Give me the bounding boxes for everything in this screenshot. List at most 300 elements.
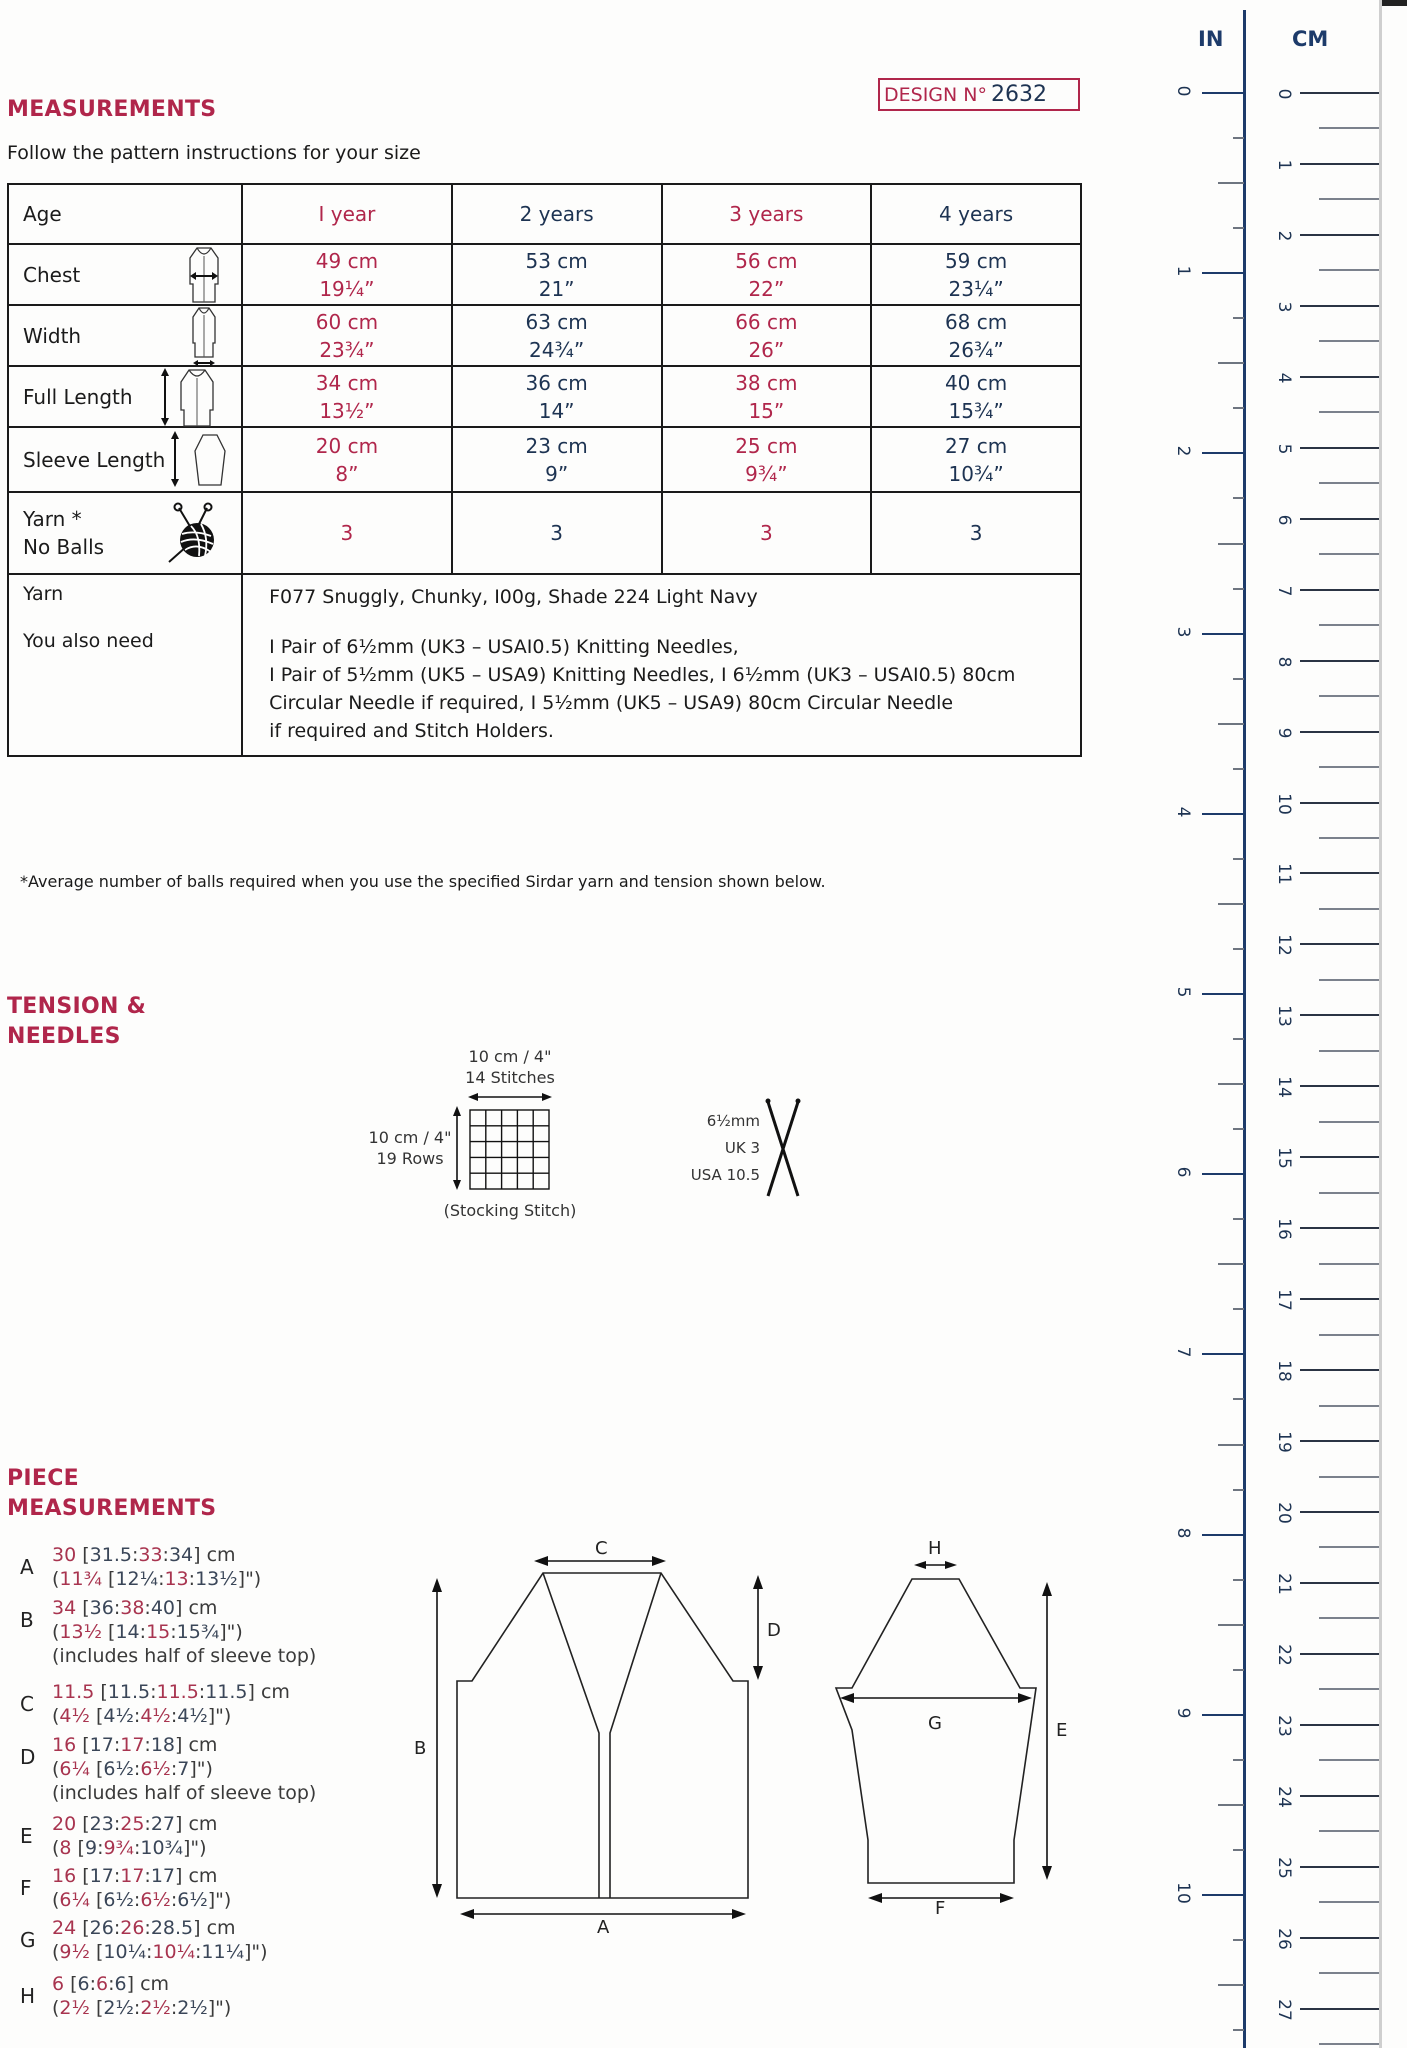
piece-bracket: [ [76,1544,90,1566]
length-cm: 34 cm [315,370,379,395]
inch-tick [1233,948,1244,950]
body-piece-diagram [400,1530,800,1940]
tension-heading-line2: NEEDLES [7,1024,121,1049]
piece-sep: : [170,1997,178,2019]
piece-in-value: 4½ [140,1705,171,1727]
piece-in-value: 14 [115,1621,140,1643]
inch-number: 5 [1173,986,1193,998]
yarn-balls-value: 3 [662,492,872,574]
cm-tick [1319,1192,1379,1194]
sleeve-length-icon [165,429,235,491]
cm-number: 17 [1274,1289,1294,1311]
inch-tick [1233,1489,1244,1491]
cm-number: 20 [1274,1502,1294,1524]
piece-sep: : [133,1758,141,1780]
knitting-needles-icon [764,1096,804,1200]
piece-cm-value: 40 [150,1597,176,1619]
piece-cm-value: 17 [120,1734,145,1756]
cm-tick [1300,376,1379,378]
inch-tick [1202,272,1244,274]
piece-unit: ]") [182,1837,207,1859]
piece-bracket: [ [89,1941,104,1963]
piece-bracket: [ [71,1837,85,1859]
tension-stitches: 14 Stitches [465,1068,555,1087]
piece-bracket: [ [76,1865,90,1887]
cm-number: 16 [1274,1218,1294,1240]
row-label-chest: Chest [23,262,81,287]
length-cm: 38 cm [735,370,798,395]
piece-cm-value: 16 [52,1734,77,1756]
cm-number: 7 [1274,585,1294,597]
piece-cm-value: 17 [89,1865,114,1887]
cm-number: 11 [1274,863,1294,886]
cm-tick [1319,269,1379,271]
piece-cm-value: 6 [52,1973,65,1995]
piece-note: (includes half of sleeve top) [52,1782,317,1804]
cm-tick [1300,1511,1379,1513]
cm-number: 24 [1274,1785,1294,1808]
inch-number: 9 [1173,1707,1193,1719]
size-header: 3 years [662,184,872,244]
inch-tick [1233,1128,1244,1130]
cm-tick [1300,660,1379,662]
piece-unit: ]") [219,1621,243,1643]
piece-in-value: 2½ [59,1997,90,2019]
also-need-line: I Pair of 5½mm (UK5 – USA9) Knitting Needles, I 6½mm (UK3 – USAI0.5) 80cm [269,664,1016,686]
inch-tick [1233,1669,1244,1671]
cm-tick [1300,802,1379,804]
piece-unit: ]") [207,1705,232,1727]
size-header: I year [242,184,452,244]
inch-tick [1233,1308,1244,1310]
inch-tick [1218,1804,1244,1806]
chest-in: 23¼” [948,276,1004,301]
cm-tick [1300,234,1379,236]
cm-number: 26 [1274,1927,1294,1950]
piece-bracket: [ [76,1813,90,1835]
piece-unit: ] cm [175,1813,218,1835]
design-number-badge [878,78,1080,111]
diagram-label-g: G [928,1713,942,1734]
chest-cm: 56 cm [735,248,798,273]
piece-in-line [52,1940,268,1964]
diagram-label-c: C [595,1538,608,1559]
piece-in-value: 2½ [103,1997,134,2019]
piece-sep: : [158,1568,165,1590]
piece-values [52,1543,261,1591]
piece-in-value: 6½ [140,1889,171,1911]
piece-cm-line [52,1864,231,1888]
inch-number: 0 [1173,85,1193,97]
piece-cm-value: 38 [120,1597,145,1619]
needle-size-usa: USA 10.5 [690,1166,760,1184]
tension-width-label [440,1046,580,1088]
cm-tick [1319,837,1379,839]
piece-in-value: 4½ [103,1705,134,1727]
cm-number: 2 [1274,230,1294,242]
piece-in-value: 7 [177,1758,190,1780]
cm-number: 25 [1274,1856,1294,1879]
piece-cm-line [52,1916,268,1940]
piece-in-value: 10¾ [140,1837,183,1859]
inch-tick [1202,1173,1244,1175]
width-cm: 63 cm [525,309,588,334]
inch-tick [1233,678,1244,680]
page-corner-mark [1382,0,1407,6]
cm-tick [1300,1298,1379,1300]
piece-sep: : [139,1621,147,1643]
cm-number: 21 [1274,1573,1294,1595]
length-in: 14” [538,398,575,423]
piece-sep: : [133,1889,141,1911]
piece-in-value: 9½ [59,1941,90,1963]
inch-tick [1202,1353,1244,1355]
cm-number: 5 [1274,443,1294,455]
cm-tick [1319,1617,1379,1619]
piece-cm-value: 24 [52,1917,77,1939]
width-in: 26” [748,337,785,362]
piece-sep: : [162,1544,169,1566]
inch-tick [1218,362,1244,364]
sleeve-piece-diagram [820,1530,1070,1940]
chest-cm: 49 cm [315,248,379,273]
piece-sep: : [145,1941,153,1963]
inch-number: 6 [1173,1166,1193,1178]
yarn-balls-label-1: Yarn * [23,507,82,531]
cm-number: 19 [1274,1431,1294,1453]
size-header: 4 years [871,184,1081,244]
table-row-yarn-details [8,574,1081,756]
also-need-line: Circular Needle if required, I 5½mm (UK5 – USA9) 80cm Circular Needle [269,692,954,714]
piece-cm-value: 11.5 [156,1681,199,1703]
cm-number: 22 [1274,1644,1294,1666]
length-in: 13½” [319,398,375,423]
tension-rows: 19 Rows [376,1149,444,1168]
piece-bracket: [ [64,1973,78,1995]
inch-tick [1218,903,1244,905]
cardigan-chest-icon [173,244,235,306]
chest-in: 22” [748,276,785,301]
cm-number: 23 [1274,1715,1294,1737]
piece-sep: : [144,1597,151,1619]
piece-in-value: 15 [146,1621,171,1643]
needle-size-mm: 6½mm [706,1112,760,1130]
piece-in-value: 13 [164,1568,189,1590]
piece-in-value: 12¼ [115,1568,159,1590]
piece-letter: C [20,1692,34,1716]
piece-sep: : [113,1813,121,1835]
piece-sep: : [170,1758,178,1780]
piece-unit: ]") [243,1941,268,1963]
diagram-label-a: A [597,1917,610,1938]
piece-sep: : [188,1568,196,1590]
tension-stitch-type: (Stocking Stitch) [443,1201,577,1220]
chest-cm: 59 cm [944,248,1008,273]
cm-tick [1300,1582,1379,1584]
cm-tick [1319,482,1379,484]
row-label-yarn-balls [23,505,104,561]
piece-sep: : [144,1734,151,1756]
piece-heading-line2: MEASUREMENTS [7,1496,217,1521]
length-cm: 40 cm [944,370,1008,395]
diagram-label-f: F [935,1898,946,1919]
piece-sep: : [108,1973,115,1995]
piece-cm-value: 33 [138,1544,163,1566]
diagram-label-h: H [928,1538,942,1559]
table-row-full-length [8,366,1081,427]
cm-number: 14 [1274,1076,1294,1099]
yarn-ball-icon [165,502,221,564]
cm-number: 8 [1274,656,1294,667]
piece-in-value: 11¼ [201,1941,244,1963]
cm-tick [1319,1334,1379,1336]
inch-tick [1233,1939,1244,1941]
cm-tick [1319,1476,1379,1478]
cm-tick [1319,1688,1379,1690]
piece-bracket: [ [102,1621,116,1643]
cm-tick [1300,1369,1379,1371]
piece-cm-line [52,1543,261,1567]
piece-sep: : [133,1837,141,1859]
inch-tick [1233,1759,1244,1761]
piece-in-line [52,1836,217,1860]
measurements-table [7,183,1082,757]
width-cm: 66 cm [735,309,798,334]
piece-values [52,1680,290,1728]
inch-tick [1233,1038,1244,1040]
inch-number: 2 [1173,445,1193,457]
piece-sep: : [194,1941,202,1963]
cm-number: 18 [1274,1360,1294,1382]
cm-tick [1300,1653,1379,1655]
row-label-age: Age [23,202,62,226]
piece-cm-value: 6 [77,1973,90,1995]
sleeve-in: 9” [545,461,569,486]
cm-tick [1319,1759,1379,1761]
piece-cm-value: 27 [150,1813,176,1835]
needle-sizes [660,1108,760,1189]
piece-cm-value: 30 [52,1544,77,1566]
diagram-label-e: E [1056,1720,1068,1741]
length-in: 15¾” [948,398,1004,423]
piece-unit: ] cm [193,1544,236,1566]
piece-cm-value: 11.5 [107,1681,151,1703]
cm-tick [1300,1085,1379,1087]
piece-bracket: [ [89,1997,104,2019]
piece-values [52,1972,231,2020]
cm-tick [1300,447,1379,449]
cm-number: 3 [1274,301,1294,313]
piece-in-line [52,1888,231,1912]
piece-in-line [52,1996,231,2020]
piece-note: (includes half of sleeve top) [52,1645,317,1667]
piece-bracket: ( [52,1941,60,1963]
table-row-chest [8,244,1081,305]
piece-unit: ] cm [175,1734,218,1756]
piece-cm-value: 26 [120,1917,145,1939]
tension-width-measure: 10 cm / 4" [468,1047,552,1066]
piece-bracket: [ [76,1917,90,1939]
piece-cm-value: 17 [120,1865,145,1887]
also-need-line: I Pair of 6½mm (UK3 – USAI0.5) Knitting Needles, [269,636,739,658]
piece-measurements-heading [7,1464,216,1524]
ruler-in-label: IN [1198,27,1224,51]
piece-cm-line [52,1733,316,1757]
yarn-label: Yarn [23,583,64,605]
piece-sep: : [97,1837,104,1859]
measurements-heading: MEASUREMENTS [7,97,217,122]
piece-cm-value: 17 [89,1734,114,1756]
piece-in-value: 9 [84,1837,98,1859]
needle-size-uk: UK 3 [724,1139,760,1157]
piece-letter: D [20,1745,36,1769]
piece-letter: A [20,1555,34,1579]
diagram-label-d: D [767,1620,781,1641]
cm-number: 0 [1274,88,1294,100]
width-in: 23¾” [319,337,375,362]
piece-in-value: 2½ [177,1997,208,2019]
piece-sep: : [133,1705,141,1727]
inch-tick [1233,858,1244,860]
piece-heading-line1: PIECE [7,1466,80,1491]
inch-tick [1233,588,1244,590]
inch-tick [1202,1894,1244,1896]
cm-tick [1300,731,1379,733]
piece-in-value: 6½ [140,1758,171,1780]
cm-tick [1319,1830,1379,1832]
inch-number: 3 [1173,626,1193,637]
piece-letter: H [20,1984,36,2008]
width-cm: 68 cm [944,309,1008,334]
sleeve-in: 10¾” [948,461,1004,486]
cm-tick [1319,1546,1379,1548]
piece-cm-value: 23 [89,1813,114,1835]
piece-in-value: 2½ [140,1997,171,2019]
piece-in-value: 9¾ [103,1837,134,1859]
cm-tick [1319,695,1379,697]
piece-bracket: ( [52,1758,60,1780]
yarn-balls-value: 3 [242,492,452,574]
chest-in: 21” [538,276,575,301]
design-number: 2632 [991,82,1047,107]
cm-tick [1300,305,1379,307]
sleeve-in: 9¾” [745,461,788,486]
piece-cm-value: 16 [52,1865,77,1887]
inch-tick [1218,1263,1244,1265]
inch-number: 8 [1173,1527,1193,1538]
piece-cm-value: 11.5 [205,1681,248,1703]
inch-tick [1233,1398,1244,1400]
piece-unit: ]") [189,1758,213,1780]
piece-cm-value: 6 [96,1973,109,1995]
piece-bracket: [ [102,1568,116,1590]
piece-sep: : [133,1997,141,2019]
piece-in-value: 10¼ [152,1941,195,1963]
piece-sep: : [170,1621,177,1643]
inch-number: 1 [1173,265,1193,277]
piece-bracket: ( [52,1837,60,1859]
row-label-width: Width [23,323,82,348]
sleeve-cm: 20 cm [315,433,379,458]
cm-tick [1300,518,1379,520]
piece-sep: : [113,1865,121,1887]
piece-cm-value: 34 [52,1597,77,1619]
piece-sep: : [144,1865,151,1887]
yarn-balls-value: 3 [452,492,662,574]
cm-tick [1300,943,1379,945]
inch-tick [1233,1579,1244,1581]
length-in: 15” [748,398,785,423]
piece-unit: ] cm [126,1973,170,1995]
piece-sep: : [150,1681,157,1703]
cm-tick [1319,127,1379,129]
cm-tick [1300,1227,1379,1229]
piece-in-value: 4½ [177,1705,208,1727]
piece-unit: ] cm [175,1865,218,1887]
table-row-width [8,305,1081,366]
piece-unit: ]") [207,1889,232,1911]
piece-values [52,1916,268,1964]
inch-tick [1202,452,1244,454]
inch-tick [1202,1534,1244,1536]
inch-tick [1218,1083,1244,1085]
cm-number: 12 [1274,934,1294,957]
piece-letter: G [20,1928,36,1952]
piece-cm-value: 28.5 [150,1917,194,1939]
cm-number: 4 [1274,372,1294,384]
cm-tick [1300,1440,1379,1442]
inch-tick [1233,1218,1244,1220]
cardigan-width-icon [173,305,235,367]
inch-tick [1218,1444,1244,1446]
piece-sep: : [131,1544,139,1566]
length-cm: 36 cm [525,370,588,395]
piece-bracket: ( [52,1621,60,1643]
width-in: 26¾” [948,337,1004,362]
inch-tick [1233,137,1244,139]
cm-tick [1319,1901,1379,1903]
piece-bracket: [ [89,1889,104,1911]
measurements-subtitle: Follow the pattern instructions for your size [7,142,421,164]
piece-in-value: 4½ [59,1705,90,1727]
tension-height-label [360,1127,460,1169]
piece-values [52,1864,231,1912]
piece-bracket: [ [76,1597,90,1619]
cm-tick [1300,589,1379,591]
ruler-edge [1379,0,1382,2048]
inch-tick [1202,633,1244,635]
cm-number: 6 [1274,514,1294,526]
piece-sep: : [113,1917,121,1939]
piece-bracket: ( [52,1705,60,1727]
piece-cm-value: 6 [114,1973,127,1995]
piece-letter: B [20,1608,34,1632]
chest-in: 19¼” [319,276,375,301]
cm-number: 9 [1274,727,1294,738]
piece-cm-value: 25 [120,1813,145,1835]
chest-cm: 53 cm [525,248,588,273]
table-row-age [8,184,1081,244]
cm-number: 15 [1274,1147,1294,1170]
inch-tick [1233,2029,1244,2031]
piece-cm-value: 17 [150,1865,176,1887]
inch-tick [1218,723,1244,725]
inch-tick [1202,1714,1244,1716]
piece-sep: : [170,1889,178,1911]
piece-sep: : [113,1597,121,1619]
tension-heading-line1: TENSION & [7,994,147,1019]
table-row-sleeve-length [8,427,1081,492]
